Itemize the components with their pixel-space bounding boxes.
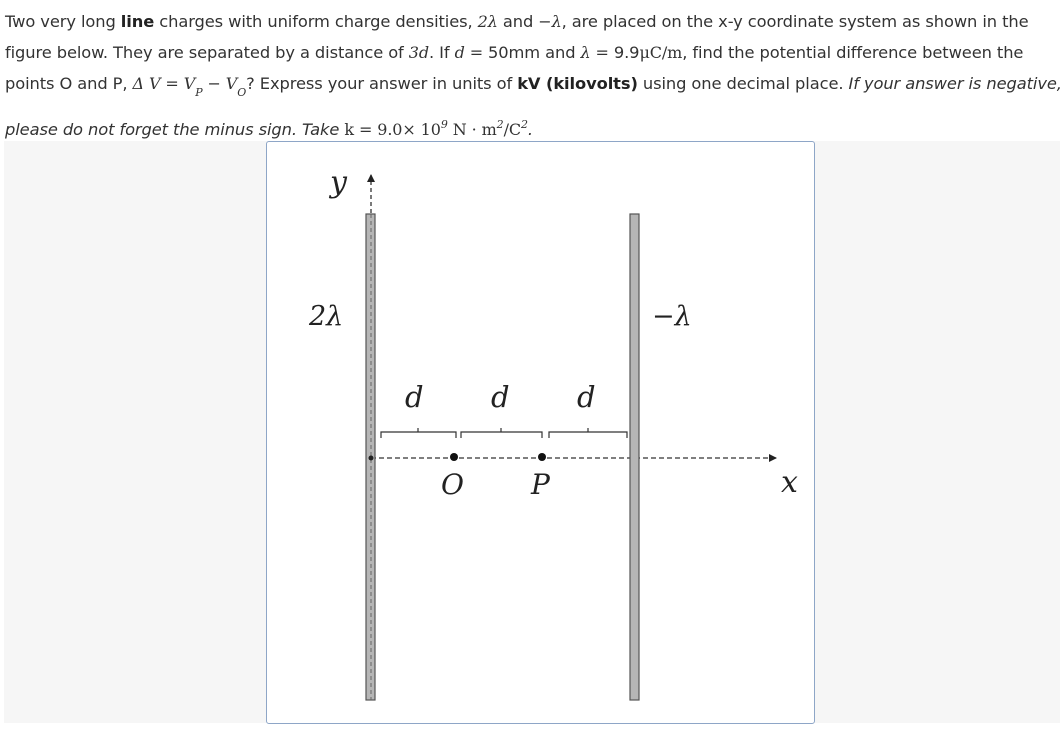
x-axis-label: x [781,465,798,500]
superscript-2: 2 [521,118,528,131]
math-delta-v: Δ V = V [132,74,196,93]
figure-frame [266,141,815,724]
point-p-label: P [531,468,550,501]
right-charge-label: −λ [652,301,692,332]
bold-unit-kilovolts: kV (kilovolts) [517,74,638,93]
question-text-run: , find the potential difference between the [682,43,1024,62]
subscript-o: O [237,86,247,99]
spacing-label-d-1: d [405,380,424,414]
left-charge-label: 2λ [309,301,344,332]
math-unit-c: /C [503,120,522,139]
question-text-run: ? Express your answer in units of [246,74,518,93]
question-line-2 [5,37,1059,68]
math-charge-density-left: 2λ [477,12,498,31]
right-line-charge-rod [630,214,639,700]
italic-note-continued: please do not forget the minus sign. Take [5,120,345,139]
question-text-run: Two very long [5,12,121,31]
math-separation: 3d [408,43,429,62]
point-o-label: O [441,468,464,501]
line-charges-diagram [267,142,814,723]
subscript-p: P [195,86,203,99]
question-text-run: points O and P, [5,74,133,93]
y-axis-label: y [330,165,347,200]
bold-term-line: line [120,12,155,31]
superscript-2: 2 [496,118,504,131]
spacing-bracket-3 [549,428,627,438]
math-minus-v: − V [202,74,238,93]
question-text-run: using one decimal place. [637,74,849,93]
spacing-bracket-1 [381,428,456,438]
spacing-label-d-2: d [491,380,510,414]
point-o-dot [450,453,458,461]
math-lambda-equals: λ = [580,43,614,62]
question-text-run: , are placed on the x-y coordinate system as shown in the [561,12,1029,31]
spacing-bracket-2 [461,428,542,438]
question-text-run: . If [429,43,455,62]
question-text-run: figure below. They are separated by a distance of [5,43,409,62]
math-lambda-unit: μC/m [639,43,683,62]
question-text [5,6,1062,147]
math-d-equals: d = [454,43,488,62]
lambda-value: 9.9 [613,43,640,62]
italic-note: If your answer is negative, [848,74,1062,93]
question-line-3 [5,68,1062,101]
math-unit-nm: N · m [447,120,497,139]
origin-dot [369,456,374,461]
math-k-value: k = 9.0× 10 [344,120,441,139]
math-charge-density-right: −λ [538,12,562,31]
question-text-run: . [527,120,533,139]
question-line-1 [5,6,1059,37]
point-p-dot [538,453,546,461]
question-text-run: 50mm and [487,43,581,62]
question-text-run: and [497,12,539,31]
superscript-9: 9 [440,118,448,131]
question-text-run: charges with uniform charge densities, [154,12,478,31]
spacing-label-d-3: d [577,380,596,414]
